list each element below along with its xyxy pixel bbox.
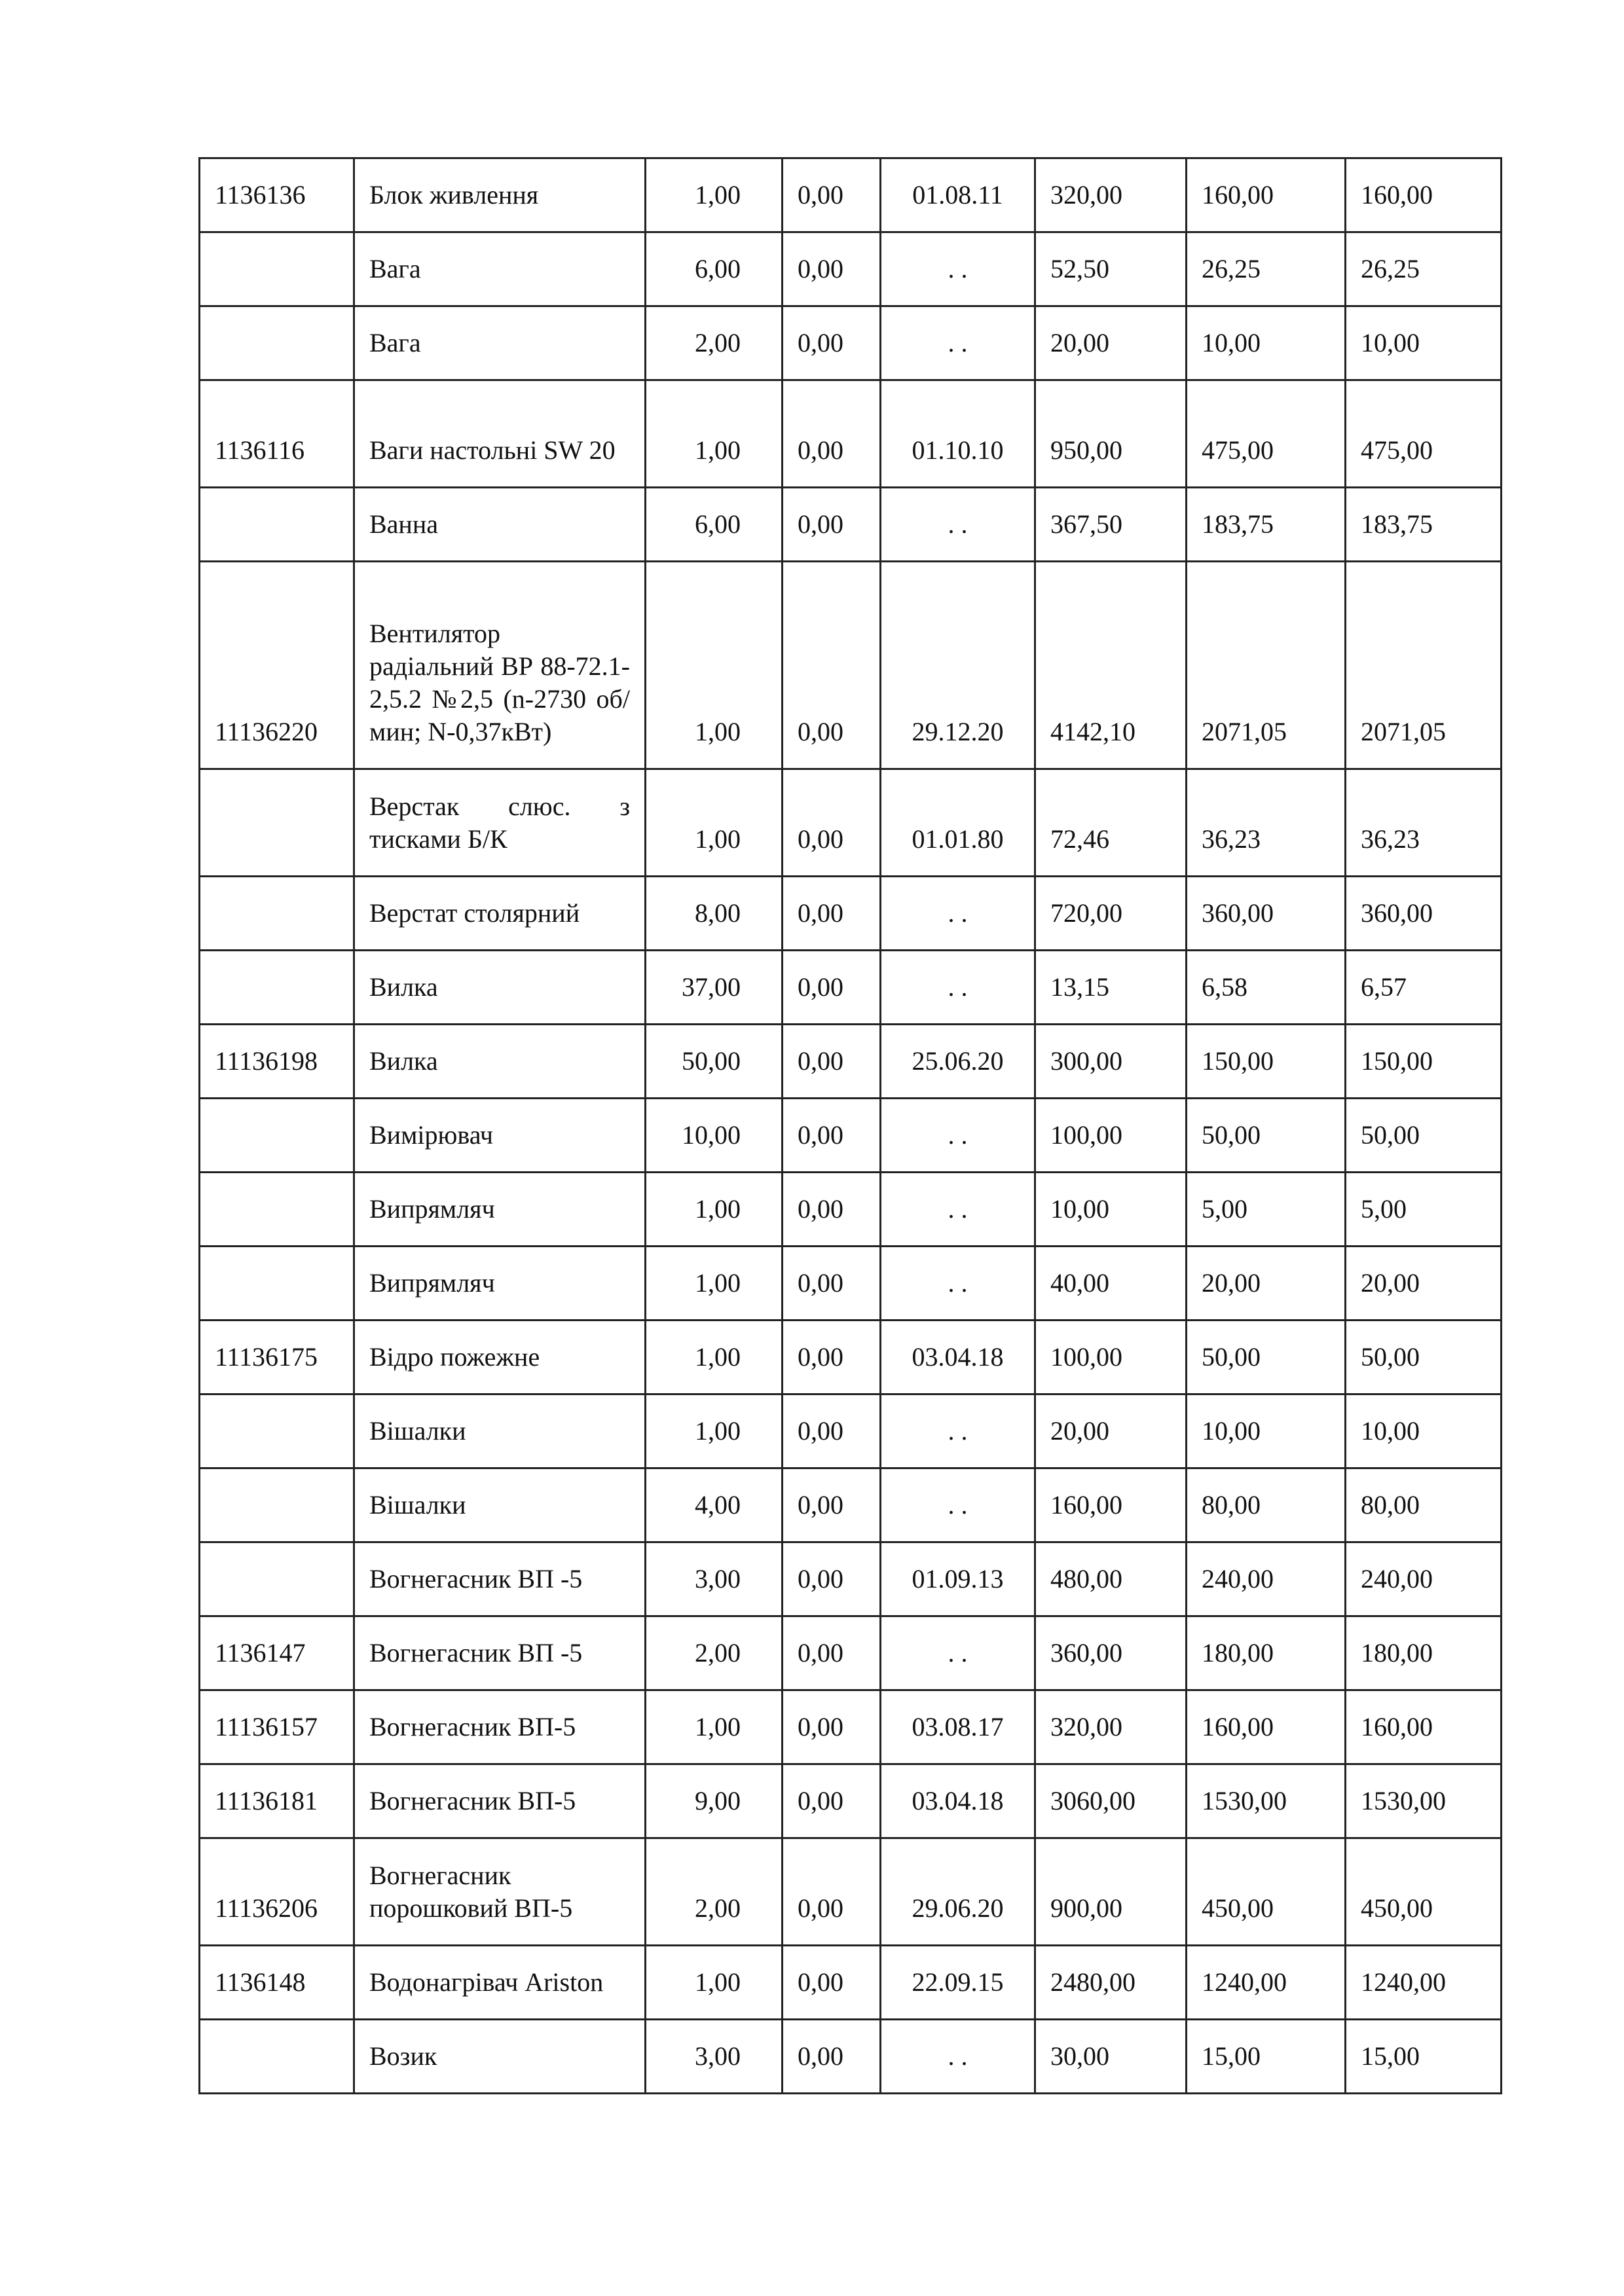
table-row — [200, 1542, 1502, 1616]
item-name-cell: Вилка — [354, 951, 646, 1025]
total-sum-cell: 950,00 — [1035, 380, 1187, 488]
item-name-cell: Вогнегасник ВП -5 — [354, 1616, 646, 1690]
quantity-cell: 1,00 — [646, 769, 783, 877]
table-row — [200, 488, 1502, 562]
amount-1-cell: 10,00 — [1187, 1394, 1346, 1468]
quantity-cell: 37,00 — [646, 951, 783, 1025]
date-cell: . . — [881, 1394, 1035, 1468]
quantity-cell: 3,00 — [646, 2020, 783, 2094]
item-name-cell: Верстат столярний — [354, 877, 646, 951]
amount-1-cell: 10,00 — [1187, 306, 1346, 380]
item-name-cell: Водонагрівач Ariston — [354, 1946, 646, 2020]
quantity-cell: 1,00 — [646, 1690, 783, 1764]
amount-2-cell: 475,00 — [1346, 380, 1502, 488]
value-cell: 0,00 — [783, 1394, 881, 1468]
table-row — [200, 1468, 1502, 1542]
quantity-cell: 2,00 — [646, 1616, 783, 1690]
total-sum-cell: 3060,00 — [1035, 1764, 1187, 1838]
table-row — [200, 158, 1502, 232]
amount-1-cell: 2071,05 — [1187, 562, 1346, 769]
amount-1-cell: 450,00 — [1187, 1838, 1346, 1946]
amount-1-cell: 6,58 — [1187, 951, 1346, 1025]
item-name-cell: Ваги настольні SW 20 — [354, 380, 646, 488]
amount-1-cell: 360,00 — [1187, 877, 1346, 951]
item-code-cell — [200, 488, 354, 562]
quantity-cell: 8,00 — [646, 877, 783, 951]
quantity-cell: 50,00 — [646, 1025, 783, 1099]
item-code-cell — [200, 1542, 354, 1616]
item-code-cell — [200, 951, 354, 1025]
amount-1-cell: 475,00 — [1187, 380, 1346, 488]
table-row — [200, 1173, 1502, 1247]
table-row — [200, 1394, 1502, 1468]
value-cell: 0,00 — [783, 2020, 881, 2094]
date-cell: 01.08.11 — [881, 158, 1035, 232]
item-code-cell — [200, 1247, 354, 1321]
amount-1-cell: 150,00 — [1187, 1025, 1346, 1099]
quantity-cell: 9,00 — [646, 1764, 783, 1838]
amount-2-cell: 180,00 — [1346, 1616, 1502, 1690]
value-cell: 0,00 — [783, 951, 881, 1025]
amount-2-cell: 160,00 — [1346, 158, 1502, 232]
item-code-cell — [200, 877, 354, 951]
table-row — [200, 769, 1502, 877]
item-code-cell: 1136147 — [200, 1616, 354, 1690]
value-cell: 0,00 — [783, 1468, 881, 1542]
amount-1-cell: 160,00 — [1187, 158, 1346, 232]
item-name-cell: Блок живлення — [354, 158, 646, 232]
item-code-cell — [200, 1468, 354, 1542]
item-code-cell: 1136136 — [200, 158, 354, 232]
quantity-cell: 3,00 — [646, 1542, 783, 1616]
amount-2-cell: 2071,05 — [1346, 562, 1502, 769]
value-cell: 0,00 — [783, 1247, 881, 1321]
item-name-cell: Вентилятор радіальний ВР 88-72.1-2,5.2 №2,5 (n-2730 об/мин; N-0,37кВт) — [354, 562, 646, 769]
date-cell: 22.09.15 — [881, 1946, 1035, 2020]
item-name-cell: Вимірювач — [354, 1099, 646, 1173]
item-code-cell — [200, 2020, 354, 2094]
amount-2-cell: 20,00 — [1346, 1247, 1502, 1321]
total-sum-cell: 100,00 — [1035, 1099, 1187, 1173]
amount-1-cell: 1240,00 — [1187, 1946, 1346, 2020]
value-cell: 0,00 — [783, 306, 881, 380]
date-cell: 03.04.18 — [881, 1764, 1035, 1838]
date-cell: . . — [881, 1616, 1035, 1690]
item-code-cell: 11136206 — [200, 1838, 354, 1946]
item-name-cell: Вогнегасник ВП -5 — [354, 1542, 646, 1616]
amount-2-cell: 6,57 — [1346, 951, 1502, 1025]
date-cell: . . — [881, 232, 1035, 306]
quantity-cell: 1,00 — [646, 1946, 783, 2020]
total-sum-cell: 13,15 — [1035, 951, 1187, 1025]
date-cell: 25.06.20 — [881, 1025, 1035, 1099]
table-row — [200, 877, 1502, 951]
total-sum-cell: 20,00 — [1035, 306, 1187, 380]
item-name-cell: Вогнегасник ВП-5 — [354, 1764, 646, 1838]
date-cell: . . — [881, 951, 1035, 1025]
total-sum-cell: 360,00 — [1035, 1616, 1187, 1690]
table-row — [200, 232, 1502, 306]
table-row — [200, 380, 1502, 488]
item-name-cell: Вішалки — [354, 1394, 646, 1468]
total-sum-cell: 320,00 — [1035, 1690, 1187, 1764]
amount-2-cell: 50,00 — [1346, 1321, 1502, 1394]
amount-1-cell: 180,00 — [1187, 1616, 1346, 1690]
amount-2-cell: 26,25 — [1346, 232, 1502, 306]
item-name-cell: Відро пожежне — [354, 1321, 646, 1394]
total-sum-cell: 367,50 — [1035, 488, 1187, 562]
quantity-cell: 1,00 — [646, 380, 783, 488]
value-cell: 0,00 — [783, 877, 881, 951]
table-row — [200, 1321, 1502, 1394]
total-sum-cell: 72,46 — [1035, 769, 1187, 877]
item-name-cell: Вогнегасник порошковий ВП-5 — [354, 1838, 646, 1946]
table-row — [200, 1025, 1502, 1099]
item-name-cell: Вага — [354, 232, 646, 306]
table-row — [200, 1946, 1502, 2020]
date-cell: 03.08.17 — [881, 1690, 1035, 1764]
quantity-cell: 1,00 — [646, 562, 783, 769]
item-code-cell — [200, 1099, 354, 1173]
item-name-cell: Вага — [354, 306, 646, 380]
date-cell: . . — [881, 1173, 1035, 1247]
date-cell: 29.12.20 — [881, 562, 1035, 769]
item-code-cell — [200, 232, 354, 306]
total-sum-cell: 20,00 — [1035, 1394, 1187, 1468]
item-code-cell: 1136116 — [200, 380, 354, 488]
amount-1-cell: 50,00 — [1187, 1321, 1346, 1394]
amount-1-cell: 36,23 — [1187, 769, 1346, 877]
value-cell: 0,00 — [783, 1946, 881, 2020]
value-cell: 0,00 — [783, 1025, 881, 1099]
table-row — [200, 2020, 1502, 2094]
item-code-cell: 1136148 — [200, 1946, 354, 2020]
amount-2-cell: 36,23 — [1346, 769, 1502, 877]
value-cell: 0,00 — [783, 1173, 881, 1247]
item-name-cell: Вилка — [354, 1025, 646, 1099]
table-row — [200, 1099, 1502, 1173]
total-sum-cell: 30,00 — [1035, 2020, 1187, 2094]
table-row — [200, 951, 1502, 1025]
table-row — [200, 306, 1502, 380]
value-cell: 0,00 — [783, 1099, 881, 1173]
date-cell: 01.01.80 — [881, 769, 1035, 877]
quantity-cell: 1,00 — [646, 1321, 783, 1394]
date-cell: . . — [881, 1468, 1035, 1542]
amount-1-cell: 183,75 — [1187, 488, 1346, 562]
date-cell: . . — [881, 1247, 1035, 1321]
value-cell: 0,00 — [783, 1321, 881, 1394]
date-cell: . . — [881, 306, 1035, 380]
quantity-cell: 2,00 — [646, 1838, 783, 1946]
total-sum-cell: 160,00 — [1035, 1468, 1187, 1542]
quantity-cell: 10,00 — [646, 1099, 783, 1173]
amount-2-cell: 10,00 — [1346, 306, 1502, 380]
total-sum-cell: 720,00 — [1035, 877, 1187, 951]
value-cell: 0,00 — [783, 232, 881, 306]
total-sum-cell: 480,00 — [1035, 1542, 1187, 1616]
quantity-cell: 6,00 — [646, 232, 783, 306]
amount-2-cell: 160,00 — [1346, 1690, 1502, 1764]
item-name-cell: Ванна — [354, 488, 646, 562]
amount-2-cell: 80,00 — [1346, 1468, 1502, 1542]
amount-1-cell: 240,00 — [1187, 1542, 1346, 1616]
date-cell: 01.10.10 — [881, 380, 1035, 488]
amount-1-cell: 20,00 — [1187, 1247, 1346, 1321]
amount-1-cell: 80,00 — [1187, 1468, 1346, 1542]
item-code-cell: 11136181 — [200, 1764, 354, 1838]
item-code-cell: 11136175 — [200, 1321, 354, 1394]
total-sum-cell: 4142,10 — [1035, 562, 1187, 769]
amount-2-cell: 50,00 — [1346, 1099, 1502, 1173]
quantity-cell: 1,00 — [646, 1247, 783, 1321]
quantity-cell: 2,00 — [646, 306, 783, 380]
value-cell: 0,00 — [783, 1542, 881, 1616]
value-cell: 0,00 — [783, 1690, 881, 1764]
date-cell: . . — [881, 488, 1035, 562]
item-name-cell: Випрямляч — [354, 1247, 646, 1321]
item-name-cell: Вішалки — [354, 1468, 646, 1542]
table-row — [200, 1247, 1502, 1321]
value-cell: 0,00 — [783, 1616, 881, 1690]
total-sum-cell: 900,00 — [1035, 1838, 1187, 1946]
item-code-cell — [200, 1173, 354, 1247]
total-sum-cell: 2480,00 — [1035, 1946, 1187, 2020]
item-code-cell: 11136220 — [200, 562, 354, 769]
item-name-cell: Верстак слюс. з тисками Б/К — [354, 769, 646, 877]
date-cell: . . — [881, 2020, 1035, 2094]
amount-1-cell: 15,00 — [1187, 2020, 1346, 2094]
amount-2-cell: 15,00 — [1346, 2020, 1502, 2094]
value-cell: 0,00 — [783, 488, 881, 562]
quantity-cell: 1,00 — [646, 1394, 783, 1468]
item-code-cell — [200, 1394, 354, 1468]
item-code-cell — [200, 306, 354, 380]
table-row — [200, 1616, 1502, 1690]
total-sum-cell: 40,00 — [1035, 1247, 1187, 1321]
item-code-cell — [200, 769, 354, 877]
date-cell: 03.04.18 — [881, 1321, 1035, 1394]
value-cell: 0,00 — [783, 158, 881, 232]
table-row — [200, 1764, 1502, 1838]
amount-1-cell: 1530,00 — [1187, 1764, 1346, 1838]
inventory-table — [198, 157, 1502, 2094]
value-cell: 0,00 — [783, 769, 881, 877]
item-name-cell: Випрямляч — [354, 1173, 646, 1247]
amount-2-cell: 5,00 — [1346, 1173, 1502, 1247]
item-name-cell: Возик — [354, 2020, 646, 2094]
table-row — [200, 1690, 1502, 1764]
total-sum-cell: 52,50 — [1035, 232, 1187, 306]
date-cell: 29.06.20 — [881, 1838, 1035, 1946]
quantity-cell: 1,00 — [646, 1173, 783, 1247]
total-sum-cell: 10,00 — [1035, 1173, 1187, 1247]
table-row — [200, 562, 1502, 769]
value-cell: 0,00 — [783, 1764, 881, 1838]
quantity-cell: 1,00 — [646, 158, 783, 232]
total-sum-cell: 300,00 — [1035, 1025, 1187, 1099]
amount-2-cell: 450,00 — [1346, 1838, 1502, 1946]
amount-2-cell: 10,00 — [1346, 1394, 1502, 1468]
total-sum-cell: 100,00 — [1035, 1321, 1187, 1394]
amount-1-cell: 26,25 — [1187, 232, 1346, 306]
item-name-cell: Вогнегасник ВП-5 — [354, 1690, 646, 1764]
item-code-cell: 11136198 — [200, 1025, 354, 1099]
amount-2-cell: 150,00 — [1346, 1025, 1502, 1099]
value-cell: 0,00 — [783, 380, 881, 488]
amount-1-cell: 5,00 — [1187, 1173, 1346, 1247]
date-cell: . . — [881, 1099, 1035, 1173]
table-row — [200, 1838, 1502, 1946]
quantity-cell: 6,00 — [646, 488, 783, 562]
amount-2-cell: 183,75 — [1346, 488, 1502, 562]
date-cell: 01.09.13 — [881, 1542, 1035, 1616]
item-code-cell: 11136157 — [200, 1690, 354, 1764]
value-cell: 0,00 — [783, 1838, 881, 1946]
date-cell: . . — [881, 877, 1035, 951]
amount-2-cell: 1530,00 — [1346, 1764, 1502, 1838]
amount-2-cell: 1240,00 — [1346, 1946, 1502, 2020]
amount-1-cell: 50,00 — [1187, 1099, 1346, 1173]
value-cell: 0,00 — [783, 562, 881, 769]
amount-2-cell: 240,00 — [1346, 1542, 1502, 1616]
total-sum-cell: 320,00 — [1035, 158, 1187, 232]
amount-1-cell: 160,00 — [1187, 1690, 1346, 1764]
quantity-cell: 4,00 — [646, 1468, 783, 1542]
amount-2-cell: 360,00 — [1346, 877, 1502, 951]
